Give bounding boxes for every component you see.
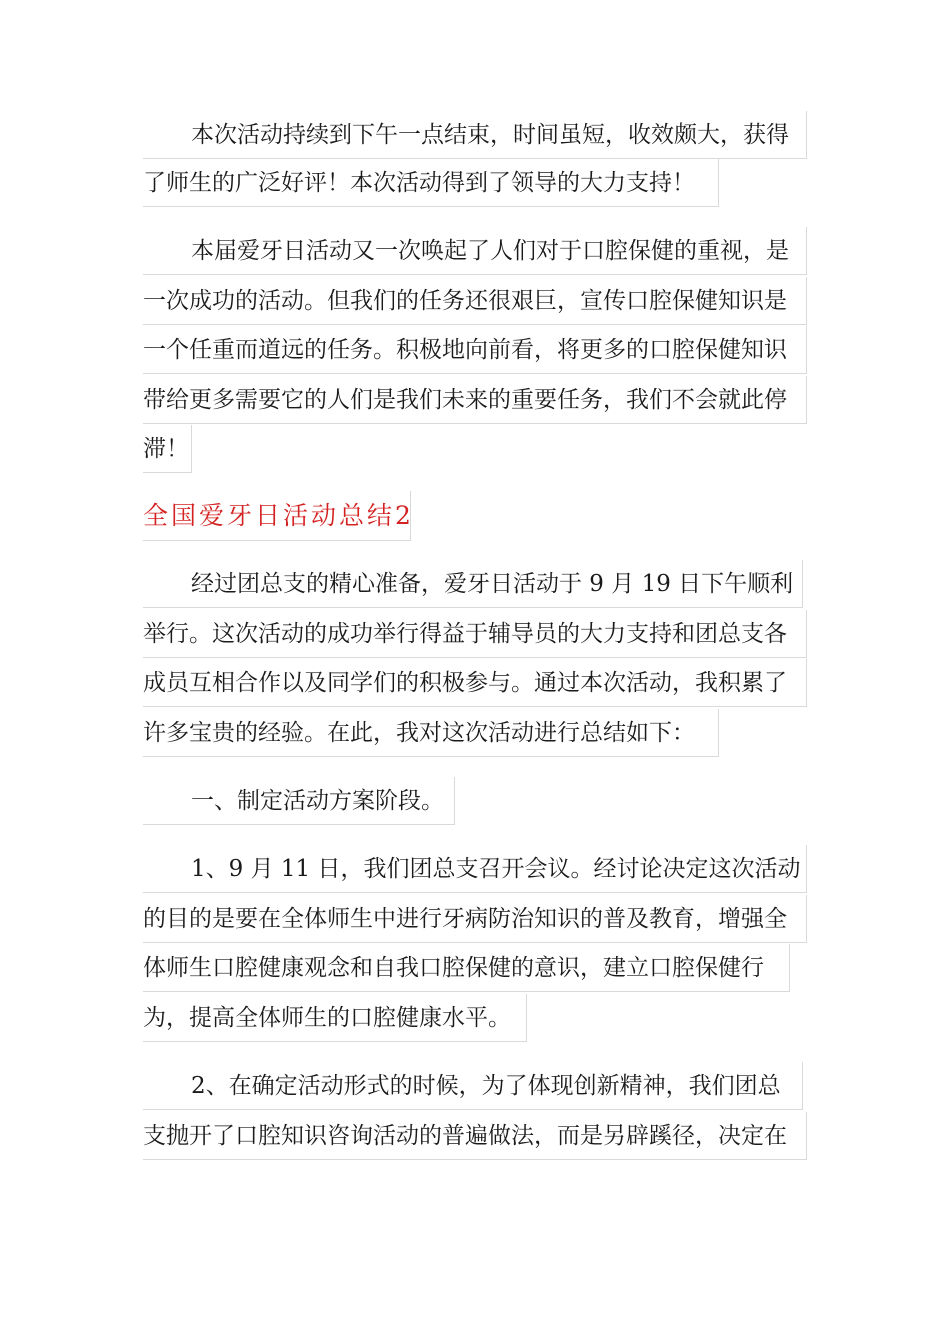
- paragraph-5-line-2: 的目的是要在全体师生中进行牙病防治知识的普及教育，增强全: [143, 895, 807, 943]
- paragraph-2-line-5: 滞！: [143, 425, 192, 473]
- paragraph-3-line-2: 举行。这次活动的成功举行得益于辅导员的大力支持和团总支各: [143, 610, 807, 658]
- paragraph-6-line-1: 2、在确定活动形式的时候，为了体现创新精神，我们团总: [143, 1062, 803, 1110]
- section-heading: 全国爱牙日活动总结2: [143, 491, 411, 541]
- paragraph-2-line-4: 带给更多需要它的人们是我们未来的重要任务，我们不会就此停: [143, 376, 807, 424]
- paragraph-5-line-4: 为，提高全体师生的口腔健康水平。: [143, 994, 527, 1042]
- paragraph-3-line-1: 经过团总支的精心准备，爱牙日活动于 9 月 19 日下午顺利: [143, 560, 803, 608]
- paragraph-4-line-1: 一、制定活动方案阶段。: [143, 777, 455, 825]
- paragraph-2-line-3: 一个任重而道远的任务。积极地向前看，将更多的口腔保健知识: [143, 326, 807, 374]
- paragraph-3-line-4: 许多宝贵的经验。在此，我对这次活动进行总结如下：: [143, 709, 719, 757]
- paragraph-2-line-2: 一次成功的活动。但我们的任务还很艰巨，宣传口腔保健知识是: [143, 277, 807, 325]
- paragraph-1-line-2: 了师生的广泛好评！本次活动得到了领导的大力支持！: [143, 159, 719, 207]
- paragraph-5-line-3: 体师生口腔健康观念和自我口腔保健的意识，建立口腔保健行: [143, 944, 790, 992]
- paragraph-6-line-2: 支抛开了口腔知识咨询活动的普遍做法，而是另辟蹊径，决定在: [143, 1112, 807, 1160]
- paragraph-3-line-3: 成员互相合作以及同学们的积极参与。通过本次活动，我积累了: [143, 659, 807, 707]
- paragraph-1-line-1: 本次活动持续到下午一点结束，时间虽短，收效颇大，获得: [143, 111, 807, 159]
- paragraph-2-line-1: 本届爱牙日活动又一次唤起了人们对于口腔保健的重视，是: [143, 227, 807, 275]
- paragraph-5-line-1: 1、9 月 11 日，我们团总支召开会议。经讨论决定这次活动: [143, 845, 807, 893]
